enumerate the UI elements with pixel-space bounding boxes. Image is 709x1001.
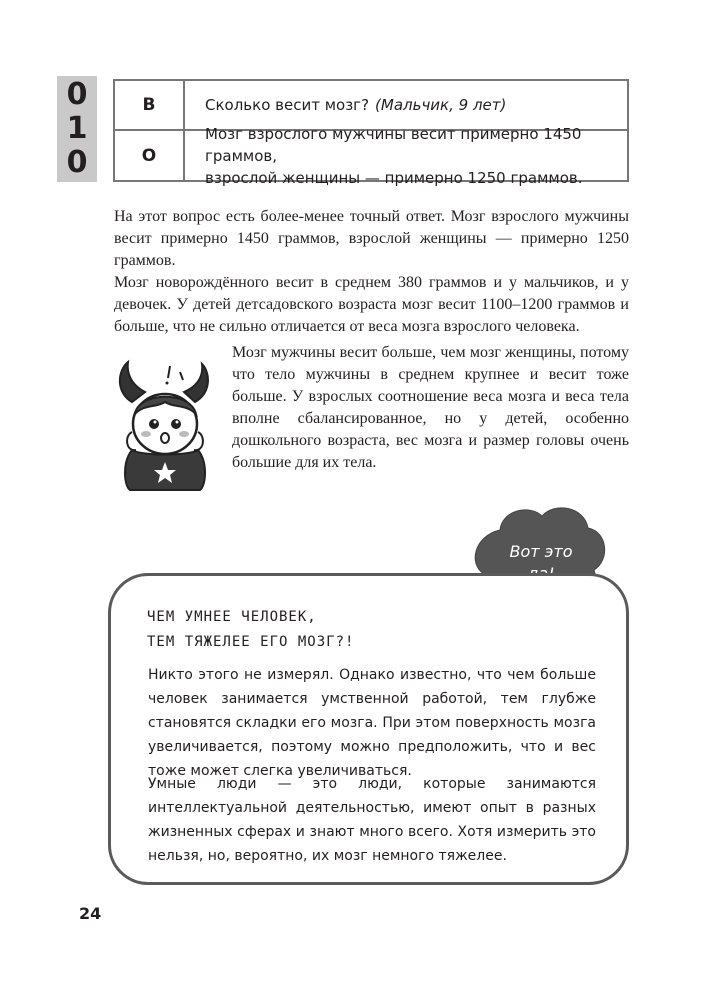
answer-label: О bbox=[115, 131, 185, 180]
body-paragraph: На этот вопрос есть более-менее точный ответ. Мозг взрослого мужчины весит примерно 1450 граммов, взрослой женщины — примерно 1250 граммов. bbox=[114, 208, 629, 269]
body-paragraph: Мозг мужчины весит больше, чем мозг женщины, потому что тело мужчины в среднем крупнее и весит тоже больше. У взрослых соотношение веса мозга и веса тела вполне сбалансированное, но у детей, особенно дошкольного возраста, вес мозга и размер головы очень большие для их тела. bbox=[232, 344, 629, 471]
answer-line: Мозг взрослого мужчины весит примерно 1450 граммов, bbox=[205, 124, 582, 165]
surprised-child-illustration bbox=[110, 352, 220, 492]
callout-paragraph: Умные люди — это люди, которые занимаются интеллектуальной деятельностью, имеют опыт в разных жизненных сферах и знают много всего. Хотя измерить это нельзя, но, вероятно, их мозг немного тяжелее. bbox=[148, 776, 596, 864]
answer-line: взрослой женщины — примерно 1250 граммов. bbox=[205, 168, 583, 187]
callout-title bbox=[147, 605, 354, 655]
callout-title-line: ЧЕМ УМНЕЕ ЧЕЛОВЕК, bbox=[147, 609, 317, 625]
callout-paragraph: Никто этого не измерял. Однако известно, что чем больше человек занимается умственной работой, тем глубже становятся складки его мозга. При этом поверхность мозга увеличивается, поэтому можно предположить, что и вес тоже может слегка увеличиваться. bbox=[148, 667, 596, 779]
page-number: 24 bbox=[79, 904, 102, 923]
cloud-text-line: Вот это bbox=[509, 542, 573, 561]
question-number-digit: 0 bbox=[66, 77, 88, 112]
question-number-digit: 1 bbox=[66, 111, 88, 146]
question-label: В bbox=[115, 81, 185, 129]
body-paragraph: Мозг новорождённого весит в среднем 380 граммов и у мальчиков, и у девочек. У детей детсадовского возраста мозг весит 1100–1200 граммов и больше, что не сильно отличается от веса мозга взрослого человека. bbox=[114, 274, 629, 335]
asker-text: (Мальчик, 9 лет) bbox=[375, 96, 507, 114]
question-text: Сколько весит мозг? bbox=[205, 96, 370, 114]
qa-table bbox=[113, 79, 629, 187]
question-number-digit: 0 bbox=[66, 145, 88, 180]
question-number-block bbox=[57, 76, 97, 182]
answer-row bbox=[115, 124, 627, 187]
callout-title-line: ТЕМ ТЯЖЕЛЕЕ ЕГО МОЗГ?! bbox=[147, 634, 355, 650]
answer-cell bbox=[185, 124, 627, 187]
